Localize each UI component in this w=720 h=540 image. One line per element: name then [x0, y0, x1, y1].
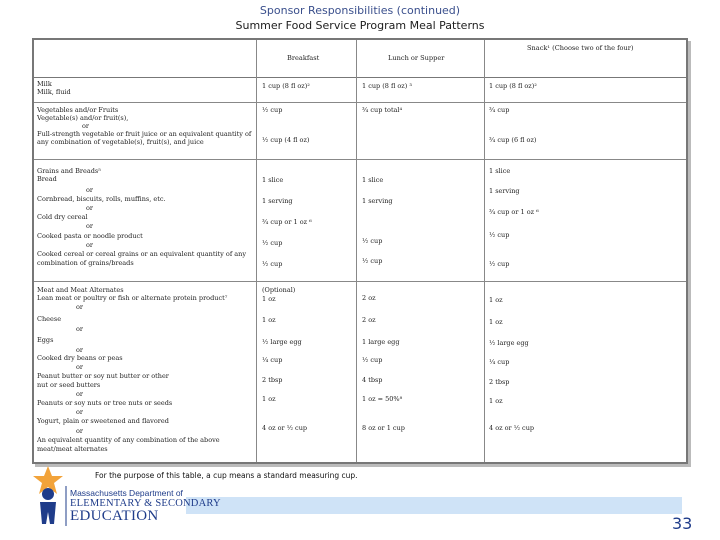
- grains-breakfast: ¾ cup or 1 oz ⁶: [262, 218, 312, 226]
- meal-pattern-table: [32, 38, 688, 464]
- meat-snack: 1 oz: [489, 296, 503, 304]
- meat-line: Peanut butter or soy nut butter or other: [37, 372, 169, 380]
- meat-line: Cooked dry beans or peas: [37, 354, 123, 362]
- meat-snack: ½ large egg: [489, 339, 529, 347]
- meat-lunch: 2 oz: [362, 294, 376, 302]
- grains-label: Grains and Breads⁵: [37, 167, 101, 175]
- meat-lunch: ½ cup: [362, 356, 383, 364]
- meat-snack: ¼ cup: [489, 358, 510, 366]
- page-title: Sponsor Responsibilities (continued): [259, 4, 461, 17]
- meat-line: Peanuts or soy nuts or tree nuts or seeds: [37, 399, 173, 407]
- grains-line: Cornbread, biscuits, rolls, muffins, etc.: [37, 195, 166, 203]
- grains-snack: ½ cup: [489, 231, 510, 239]
- col-header-snack: Snack¹ (Choose two of the four): [527, 44, 634, 52]
- grains-breakfast: ½ cup: [262, 260, 283, 268]
- col-divider: [356, 40, 357, 462]
- table-footnote: For the purpose of this table, a cup means a standard measuring cup.: [95, 471, 358, 480]
- meat-line: Eggs: [37, 336, 54, 344]
- meat-snack: 1 oz: [489, 318, 503, 326]
- grains-line: Cooked pasta or noodle product: [37, 232, 143, 240]
- meat-line: An equivalent quantity of any combination of the above: [37, 436, 220, 444]
- row-divider: [34, 159, 686, 160]
- meat-breakfast: ¼ cup: [262, 356, 283, 364]
- meat-or: or: [76, 325, 84, 333]
- veg-snack: ¾ cup: [489, 106, 510, 114]
- veg-line: Vegetable(s) and/or fruit(s),: [37, 114, 129, 122]
- grains-or: or: [86, 204, 94, 212]
- meat-lunch: 2 oz: [362, 316, 376, 324]
- meat-or: or: [76, 346, 84, 354]
- grains-line: Cold dry cereal: [37, 213, 88, 221]
- meat-or: or: [76, 390, 84, 398]
- milk-label: Milk: [37, 80, 52, 88]
- grains-snack: 1 serving: [489, 187, 520, 195]
- meat-breakfast: 4 oz or ½ cup: [262, 424, 308, 432]
- meat-breakfast: ½ large egg: [262, 338, 302, 346]
- milk-sublabel: Milk, fluid: [37, 88, 71, 96]
- veg-snack-juice: ¾ cup (6 fl oz): [489, 136, 537, 144]
- meat-breakfast: 1 oz: [262, 316, 276, 324]
- meat-or: or: [76, 408, 84, 416]
- row-divider: [34, 102, 686, 103]
- milk-lunch: 1 cup (8 fl oz) ³: [362, 82, 412, 90]
- meat-breakfast: 1 oz: [262, 295, 276, 303]
- grains-line: Bread: [37, 175, 57, 183]
- grains-breakfast: ½ cup: [262, 239, 283, 247]
- grains-line: Cooked cereal or cereal grains or an equivalent quantity of any: [37, 250, 247, 258]
- meat-lunch: 4 tbsp: [362, 376, 383, 384]
- veg-line: any combination of vegetable(s), fruit(s), and juice: [37, 138, 204, 146]
- meat-line: nut or seed butters: [37, 381, 101, 389]
- page-number: 33: [672, 514, 693, 533]
- figure-body-icon: [40, 502, 56, 524]
- meat-line: Cheese: [37, 315, 62, 323]
- meat-breakfast: 1 oz: [262, 395, 276, 403]
- col-header-breakfast: Breakfast: [287, 54, 320, 62]
- milk-breakfast: 1 cup (8 fl oz)²: [262, 82, 310, 90]
- meat-breakfast-optional: (Optional): [262, 286, 296, 294]
- meat-line: meat/meat alternates: [37, 445, 108, 453]
- meat-snack: 2 tbsp: [489, 378, 510, 386]
- figure-head-icon: [42, 488, 54, 500]
- grains-or: or: [86, 241, 94, 249]
- grains-or: or: [86, 186, 94, 194]
- veg-or: or: [82, 122, 90, 130]
- grains-line: combination of grains/breads: [37, 259, 134, 267]
- meat-snack: 4 oz or ½ cup: [489, 424, 535, 432]
- meat-snack: 1 oz: [489, 397, 503, 405]
- veg-breakfast: ½ cup: [262, 106, 283, 114]
- grains-snack: ½ cup: [489, 260, 510, 268]
- meat-lunch: 1 large egg: [362, 338, 400, 346]
- veg-lunch: ¾ cup total⁴: [362, 106, 403, 114]
- meat-lunch: 1 oz = 50%⁸: [362, 395, 403, 403]
- col-header-lunch: Lunch or Supper: [388, 54, 445, 62]
- meat-line: Yogurt, plain or sweetened and flavored: [37, 417, 169, 425]
- grains-snack: ¾ cup or 1 oz ⁶: [489, 208, 539, 216]
- row-divider: [34, 281, 686, 282]
- page-header: [0, 0, 720, 32]
- page-subtitle: Summer Food Service Program Meal Patterns: [235, 19, 485, 32]
- grains-lunch: ½ cup: [362, 237, 383, 245]
- veg-line: Full-strength vegetable or fruit juice or an equivalent quantity of: [37, 130, 252, 138]
- logo-line-1: Massachusetts Department of: [70, 488, 183, 498]
- grains-snack: 1 slice: [489, 167, 511, 175]
- meat-or: or: [76, 363, 84, 371]
- veg-label: Vegetables and/or Fruits: [37, 106, 119, 114]
- meat-lunch: 8 oz or 1 cup: [362, 424, 405, 432]
- logo-line-2: ELEMENTARY & SECONDARY: [70, 498, 221, 509]
- meat-label: Meat and Meat Alternates: [37, 286, 124, 294]
- meat-or: or: [76, 303, 84, 311]
- grains-lunch: 1 serving: [362, 197, 393, 205]
- grains-or: or: [86, 222, 94, 230]
- grains-lunch: ½ cup: [362, 257, 383, 265]
- milk-snack: 1 cup (8 fl oz)²: [489, 82, 537, 90]
- footer-bar: [186, 497, 682, 514]
- meat-line: Lean meat or poultry or fish or alternate protein product⁷: [37, 294, 228, 302]
- col-divider: [256, 40, 257, 462]
- meat-or: or: [76, 427, 84, 435]
- veg-breakfast-juice: ½ cup (4 fl oz): [262, 136, 310, 144]
- col-divider: [484, 40, 485, 462]
- grains-breakfast: 1 serving: [262, 197, 293, 205]
- grains-lunch: 1 slice: [362, 176, 384, 184]
- logo-line-3: EDUCATION: [70, 508, 159, 524]
- grains-breakfast: 1 slice: [262, 176, 284, 184]
- meat-breakfast: 2 tbsp: [262, 376, 283, 384]
